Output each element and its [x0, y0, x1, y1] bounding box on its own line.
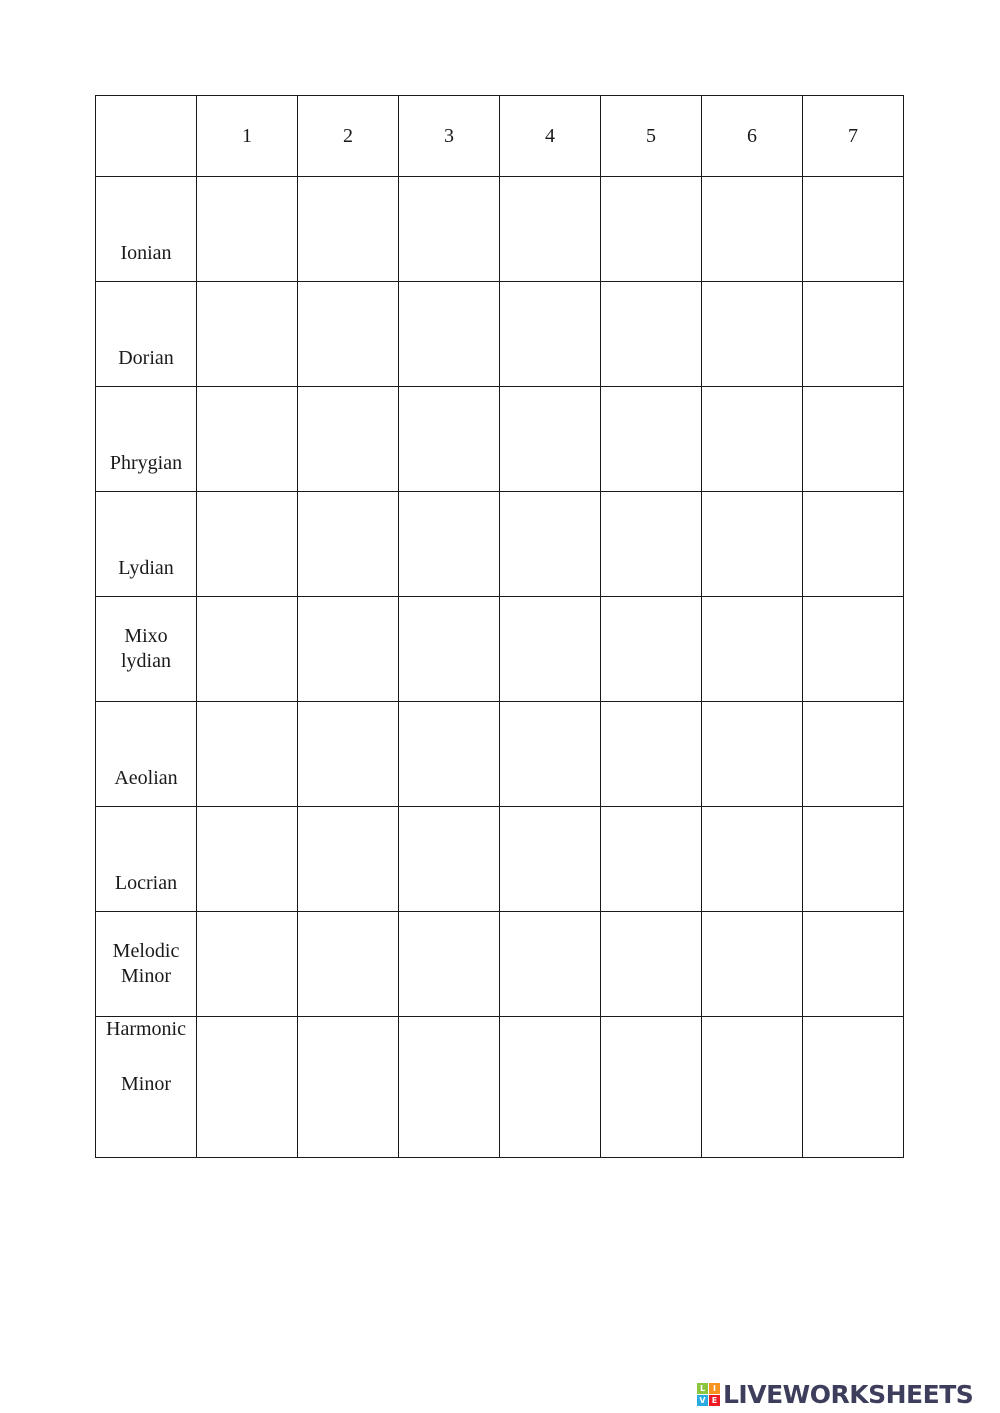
answer-cell[interactable] — [399, 597, 500, 702]
answer-cell[interactable] — [298, 597, 399, 702]
answer-cell[interactable] — [399, 912, 500, 1017]
mode-label — [96, 177, 197, 282]
mode-row — [96, 807, 904, 912]
answer-cell[interactable] — [702, 492, 803, 597]
mode-label — [96, 1017, 197, 1158]
mode-label-text — [113, 939, 180, 989]
mode-label-text — [118, 298, 174, 371]
answer-cell[interactable] — [298, 912, 399, 1017]
answer-cell[interactable] — [702, 912, 803, 1017]
degree-header: 1 — [197, 96, 298, 177]
answer-cell[interactable] — [500, 702, 601, 807]
mode-label-text — [121, 624, 171, 674]
mode-label — [96, 387, 197, 492]
answer-cell[interactable] — [197, 387, 298, 492]
answer-cell[interactable] — [500, 1017, 601, 1158]
mode-row — [96, 492, 904, 597]
mode-label-text — [115, 823, 177, 896]
modes-worksheet-table — [95, 95, 904, 1158]
mode-row — [96, 597, 904, 702]
mode-label-line: Locrian — [114, 871, 178, 894]
answer-cell[interactable] — [803, 807, 904, 912]
answer-cell[interactable] — [399, 807, 500, 912]
logo-block: V — [697, 1395, 708, 1406]
answer-cell[interactable] — [702, 282, 803, 387]
answer-cell[interactable] — [298, 1017, 399, 1158]
answer-cell[interactable] — [601, 912, 702, 1017]
mode-row — [96, 387, 904, 492]
answer-cell[interactable] — [500, 387, 601, 492]
degree-header: 5 — [601, 96, 702, 177]
mode-label-line: Dorian — [118, 346, 174, 369]
degree-header: 7 — [803, 96, 904, 177]
answer-cell[interactable] — [399, 387, 500, 492]
degree-header: 4 — [500, 96, 601, 177]
answer-cell[interactable] — [500, 807, 601, 912]
logo-block: I — [709, 1383, 720, 1394]
answer-cell[interactable] — [803, 492, 904, 597]
answer-cell[interactable] — [702, 807, 803, 912]
answer-cell[interactable] — [601, 177, 702, 282]
mode-row — [96, 702, 904, 807]
answer-cell[interactable] — [197, 912, 298, 1017]
liveworksheets-logo — [697, 1381, 973, 1407]
answer-cell[interactable] — [298, 282, 399, 387]
answer-cell[interactable] — [601, 702, 702, 807]
mode-label — [96, 282, 197, 387]
answer-cell[interactable] — [399, 177, 500, 282]
logo-block: L — [697, 1383, 708, 1394]
header-row — [96, 96, 904, 177]
mode-label — [96, 492, 197, 597]
answer-cell[interactable] — [197, 177, 298, 282]
mode-label — [96, 807, 197, 912]
answer-cell[interactable] — [601, 282, 702, 387]
answer-cell[interactable] — [298, 177, 399, 282]
mode-label — [96, 597, 197, 702]
mode-row — [96, 177, 904, 282]
mode-label-line: Minor — [120, 1073, 171, 1095]
mode-label-text — [106, 1017, 186, 1157]
answer-cell[interactable] — [702, 1017, 803, 1158]
answer-cell[interactable] — [399, 1017, 500, 1158]
answer-cell[interactable] — [197, 597, 298, 702]
corner-cell — [96, 96, 197, 177]
degree-header: 3 — [399, 96, 500, 177]
mode-label-line: Mixo — [124, 625, 168, 647]
degree-header: 2 — [298, 96, 399, 177]
answer-cell[interactable] — [803, 912, 904, 1017]
mode-label-line: Ionian — [120, 241, 172, 264]
answer-cell[interactable] — [601, 492, 702, 597]
answer-cell[interactable] — [601, 387, 702, 492]
mode-label-line: Lydian — [118, 556, 174, 579]
answer-cell[interactable] — [197, 807, 298, 912]
degree-header: 6 — [702, 96, 803, 177]
answer-cell[interactable] — [197, 1017, 298, 1158]
mode-label — [96, 912, 197, 1017]
logo-blocks-icon — [697, 1383, 720, 1406]
answer-cell[interactable] — [601, 1017, 702, 1158]
answer-cell[interactable] — [601, 597, 702, 702]
answer-cell[interactable] — [601, 807, 702, 912]
answer-cell[interactable] — [500, 597, 601, 702]
answer-cell[interactable] — [500, 177, 601, 282]
mode-label-text — [110, 403, 182, 476]
answer-cell[interactable] — [298, 807, 399, 912]
answer-cell[interactable] — [702, 702, 803, 807]
answer-cell[interactable] — [399, 282, 500, 387]
answer-cell[interactable] — [298, 702, 399, 807]
mode-label-text — [120, 193, 171, 266]
answer-cell[interactable] — [803, 1017, 904, 1158]
logo-block: E — [709, 1395, 720, 1406]
answer-cell[interactable] — [702, 597, 803, 702]
answer-cell[interactable] — [803, 702, 904, 807]
answer-cell[interactable] — [197, 282, 298, 387]
answer-cell[interactable] — [298, 387, 399, 492]
mode-label-line: Phrygian — [109, 451, 183, 474]
answer-cell[interactable] — [298, 492, 399, 597]
mode-label-text — [118, 508, 174, 581]
answer-cell[interactable] — [702, 387, 803, 492]
mode-label — [96, 702, 197, 807]
answer-cell[interactable] — [197, 702, 298, 807]
mode-label-line: Minor — [121, 965, 171, 987]
answer-cell[interactable] — [399, 702, 500, 807]
mode-label-line: Harmonic — [106, 1018, 186, 1040]
answer-cell[interactable] — [399, 492, 500, 597]
answer-cell[interactable] — [803, 597, 904, 702]
mode-label-line: Melodic — [112, 940, 180, 962]
mode-label-line: Aeolian — [114, 766, 178, 789]
answer-cell[interactable] — [500, 492, 601, 597]
answer-cell[interactable] — [500, 912, 601, 1017]
answer-cell[interactable] — [500, 282, 601, 387]
answer-cell[interactable] — [197, 492, 298, 597]
answer-cell[interactable] — [803, 387, 904, 492]
answer-cell[interactable] — [803, 282, 904, 387]
answer-cell[interactable] — [803, 177, 904, 282]
mode-row — [96, 282, 904, 387]
logo-text: LIVEWORKSHEETS — [723, 1379, 974, 1409]
answer-cell[interactable] — [702, 177, 803, 282]
mode-row — [96, 912, 904, 1017]
mode-label-text — [114, 718, 177, 791]
mode-row — [96, 1017, 904, 1158]
mode-label-line: lydian — [121, 650, 171, 672]
